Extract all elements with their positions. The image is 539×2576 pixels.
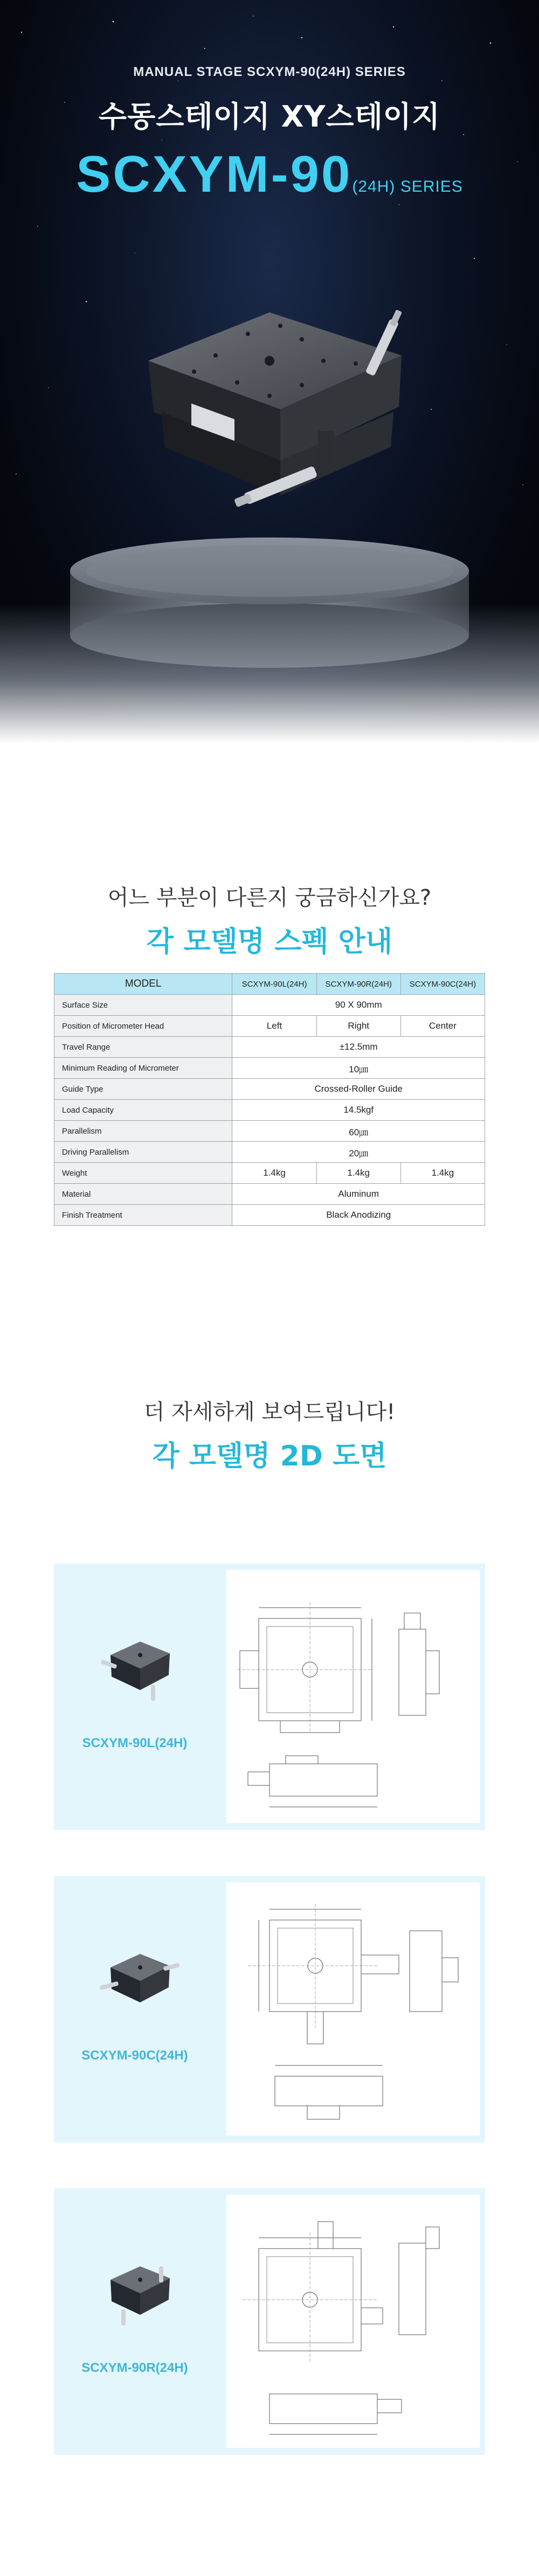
row-value: Black Anodizing (232, 1205, 485, 1226)
row-value-l: 1.4kg (232, 1163, 316, 1184)
row-label: Material (54, 1184, 232, 1205)
model-card-90c (54, 1876, 485, 2142)
table-row (54, 1121, 485, 1142)
hero-subtitle: MANUAL STAGE SCXYM-90(24H) SERIES (133, 65, 406, 79)
row-label: Driving Parallelism (54, 1142, 232, 1163)
row-label: Load Capacity (54, 1100, 232, 1121)
row-value: 20㎛ (232, 1142, 485, 1163)
row-label: Finish Treatment (54, 1205, 232, 1226)
hero-model-suffix: (24H) SERIES (352, 178, 463, 196)
row-value: Crossed-Roller Guide (232, 1079, 485, 1100)
row-value-r: Right (316, 1016, 400, 1037)
row-label: Parallelism (54, 1121, 232, 1142)
row-value: 10㎛ (232, 1058, 485, 1079)
row-label: Guide Type (54, 1079, 232, 1100)
product-thumbnail (100, 2256, 181, 2331)
spec-section-title: 각 모델명 스펙 안내 (146, 926, 393, 958)
header-model-r: SCXYM-90R(24H) (316, 974, 400, 995)
technical-drawing (226, 2195, 480, 2448)
model-card-90r (54, 2188, 485, 2455)
row-value: 14.5kgf (232, 1100, 485, 1121)
hero-fog-overlay (0, 603, 539, 743)
table-row (54, 1142, 485, 1163)
spec-section-heading (0, 881, 539, 959)
row-label: Travel Range (54, 1037, 232, 1058)
table-row (54, 1016, 485, 1037)
drawing-section-title: 각 모델명 2D 도면 (152, 1440, 387, 1472)
row-value-c: Center (400, 1016, 485, 1037)
hero-model-name (0, 145, 539, 204)
table-row (54, 1205, 485, 1226)
table-row (54, 1079, 485, 1100)
drawing-section-heading (0, 1395, 539, 1474)
row-value: 60㎛ (232, 1121, 485, 1142)
row-value: 90 X 90mm (232, 995, 485, 1016)
model-card-90l (54, 1563, 485, 1830)
table-row (54, 1100, 485, 1121)
drawing-section-question: 더 자세하게 보여드립니다! (143, 1400, 396, 1425)
product-thumbnail (100, 1943, 181, 2019)
header-model-c: SCXYM-90C(24H) (400, 974, 485, 995)
row-value-c: 1.4kg (400, 1163, 485, 1184)
hero-banner (0, 0, 539, 743)
hero-title: 수동스테이지 XY스테이지 (98, 100, 441, 134)
model-card-name: SCXYM-90R(24H) (81, 2361, 188, 2375)
row-value: ±12.5mm (232, 1037, 485, 1058)
technical-drawing (226, 1882, 480, 2135)
row-value: Aluminum (232, 1184, 485, 1205)
header-model: MODEL (54, 974, 232, 995)
spec-table (54, 973, 485, 1226)
header-model-l: SCXYM-90L(24H) (232, 974, 316, 995)
row-label: Minimum Reading of Micrometer (54, 1058, 232, 1079)
product-thumbnail (100, 1631, 181, 1706)
table-row (54, 1058, 485, 1079)
row-label: Surface Size (54, 995, 232, 1016)
spec-table-header-row (54, 974, 485, 995)
spec-table-container (54, 973, 485, 1226)
table-row (54, 1037, 485, 1058)
technical-drawing (226, 1570, 480, 1823)
row-value-l: Left (232, 1016, 316, 1037)
table-row (54, 995, 485, 1016)
table-row (54, 1163, 485, 1184)
row-label: Weight (54, 1163, 232, 1184)
hero-model-text: SCXYM-90 (76, 145, 353, 203)
model-card-name: SCXYM-90C(24H) (81, 2048, 188, 2063)
spec-section-question: 어느 부분이 다른지 궁금하신가요? (107, 885, 432, 910)
table-row (54, 1184, 485, 1205)
model-card-name: SCXYM-90L(24H) (82, 1736, 188, 1750)
row-label: Position of Micrometer Head (54, 1016, 232, 1037)
row-value-r: 1.4kg (316, 1163, 400, 1184)
